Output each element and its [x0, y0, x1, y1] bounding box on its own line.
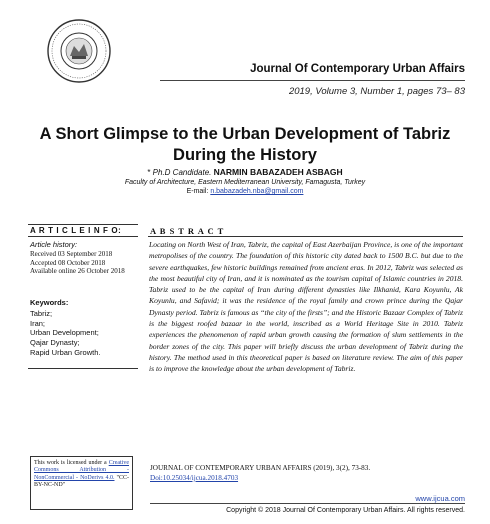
history-received: Received 03 September 2018: [30, 250, 113, 258]
citation-text: JOURNAL OF CONTEMPORARY URBAN AFFAIRS (2019), 3(2), 73-83.: [150, 464, 371, 472]
article-info-top-rule: [28, 224, 138, 225]
license-code: "CC-BY-NC-ND": [34, 474, 129, 489]
keywords-list: [30, 309, 140, 358]
journal-title: Journal Of Contemporary Urban Affairs: [250, 63, 465, 75]
header-divider: [160, 80, 465, 81]
author-degree: Ph.D Candidate.: [152, 168, 212, 177]
article-info-bottom-rule: [28, 236, 138, 237]
email-label: E-mail:: [186, 188, 209, 195]
keyword-item: Tabriz;: [30, 309, 53, 318]
history-online: Available online 26 October 2018: [30, 267, 125, 275]
keywords-label: Keywords:: [30, 298, 69, 307]
article-history-label: Article history:: [30, 240, 78, 249]
copyright-notice: Copyright © 2018 Journal Of Contemporary Urban Affairs. All rights reserved.: [226, 507, 465, 514]
license-box: [30, 456, 133, 510]
keyword-item: Qajar Dynasty;: [30, 338, 80, 348]
paper-title-line-2: During the History: [173, 146, 317, 164]
article-info-end-rule: [28, 368, 138, 369]
license-text: This work is licensed under a: [34, 460, 107, 466]
author-email-line: [20, 188, 470, 195]
article-history: [30, 250, 140, 276]
author-marker: *: [147, 168, 151, 177]
paper-title-line-1: A Short Glimpse to the Urban Development of Tabriz: [39, 125, 451, 143]
doi-link[interactable]: Doi:10.25034/ijcua.2018.4703: [150, 474, 239, 482]
license-link[interactable]: Creative Commons Attribution - NonCommercial - NoDerivs 4.0.: [34, 460, 130, 481]
author-affiliation: Faculty of Architecture, Eastern Mediterranean University, Famagusta, Turkey: [124, 179, 366, 186]
abstract-text: Locating on North West of Iran, Tabriz, the capital of East Azerbaijan Province, is one of the important metropolises of the country. The foundation of this historic city dated back to 1500 B.C. but due to the severe earthquakes, few historic buildings remained from ancient eras. In 2012, Tabriz was selected as the most beautiful city of Iran, and it is nominated as the tourism capital of Islamic countries in 2018. Tabriz used to be the capital of Iran during different dynasties like Ilkhanid, Kara Koyunlu, Ak Koyunlu, and Safavid; it was the residence of the royal family and crown prince during the Qajar Dynasty period. Tabriz is famous as “the city of the firsts”; and the Historic Bazaar Complex of Tabriz is the biggest roofed bazaar in the world, inscribed as a World Heritage Site in 2010. Tabriz experiences the phenomenon of rapid urban growth causing the formation of slum settlements in the border zones of the city. This paper will briefly discuss the urban development of Tabriz during the history. The method used in this theoretical paper is based on literature review. The aim of this paper is to improve the knowledge about the urban development of Tabriz.: [149, 240, 463, 374]
author-name: NARMIN BABAZADEH ASBAGH: [213, 167, 343, 177]
article-info-heading: A R T I C L E I N F O:: [30, 226, 122, 235]
paper-title: [20, 124, 470, 166]
journal-seal-logo: [46, 18, 112, 84]
website-link[interactable]: www.ijcua.com: [415, 494, 465, 503]
footer-divider: [150, 503, 465, 504]
keyword-item: Rapid Urban Growth.: [30, 347, 101, 357]
keyword-item: Iran;: [30, 318, 46, 328]
abstract-rule: [148, 236, 463, 237]
history-accepted: Accepted 08 October 2018: [30, 258, 106, 267]
keyword-item: Urban Development;: [30, 328, 99, 338]
author-email-link[interactable]: n.babazadeh.nba@gmail.com: [210, 188, 304, 195]
issue-info: 2019, Volume 3, Number 1, pages 73– 83: [288, 86, 465, 97]
abstract-heading: A B S T R A C T: [150, 226, 225, 236]
author-line: [20, 167, 470, 177]
